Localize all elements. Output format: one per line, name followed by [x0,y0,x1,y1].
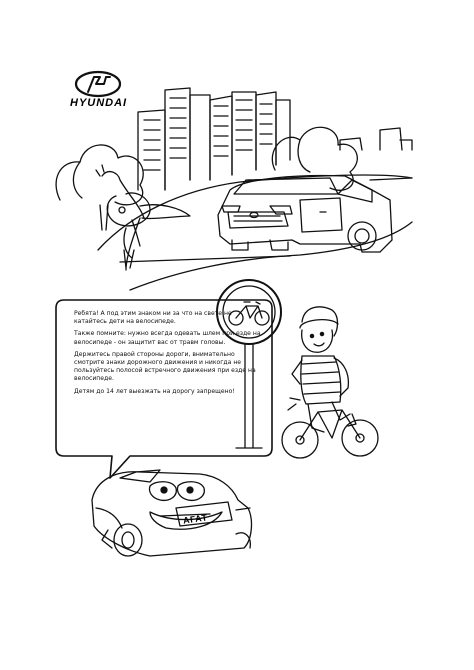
car-plate-text: АГАТ [182,512,209,526]
brand-name: HYUNDAI [70,97,128,109]
speech-bubble-text [74,310,264,400]
bubble-paragraph: Ребята! А под этим знаком ни за что на свете не катайтесь дети на велосипеде. [74,310,232,326]
cartoon-race-car [92,470,251,556]
child-on-bicycle [282,307,378,458]
bubble-paragraph: Держитесь правой стороны дороги, внимательно смотрите знаки дорожного движения и никогда не пользуйтесь полосой встречного движения при езде на велосипеде. [74,350,256,383]
bubble-paragraph: Детям до 14 лет выезжать на дорогу запрещено! [74,387,235,395]
cartoon-bird [96,165,190,270]
road [98,175,412,290]
hyundai-logo-icon [76,72,120,96]
suv-car [218,176,392,252]
bubble-paragraph: Также помните: нужно всегда одевать шлем при езде на велосипеде - он защитит вас от травм головы. [74,330,261,346]
